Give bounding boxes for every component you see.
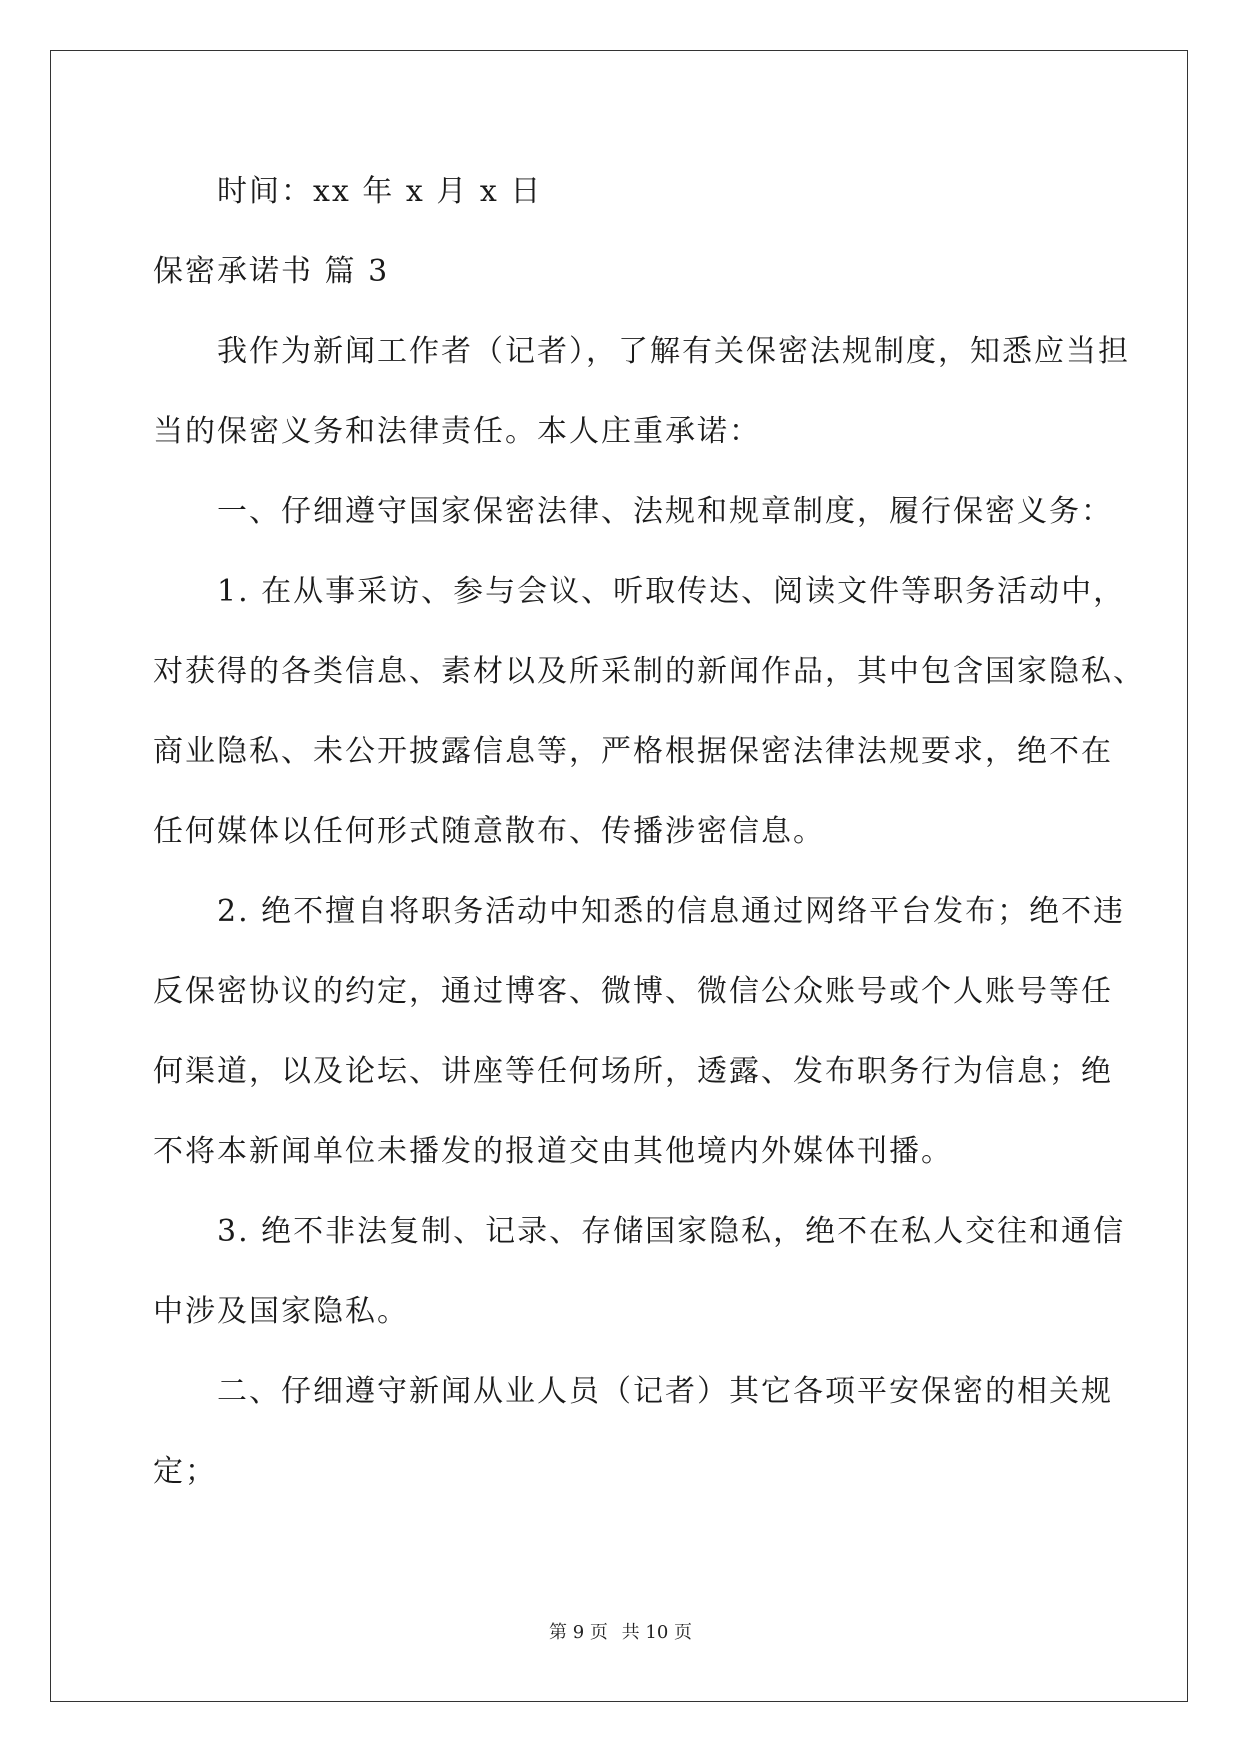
page-footer bbox=[0, 1618, 1241, 1644]
date-line: 时间：xx 年 x 月 x 日 bbox=[217, 174, 543, 209]
paragraph-line: 商业隐私、未公开披露信息等，严格根据保密法律法规要求，绝不在 bbox=[153, 734, 1113, 769]
paragraph-line: 当的保密义务和法律责任。本人庄重承诺： bbox=[153, 414, 761, 449]
paragraph-line: 反保密协议的约定，通过博客、微博、微信公众账号或个人账号等任 bbox=[153, 974, 1113, 1009]
paragraph-line: 何渠道，以及论坛、讲座等任何场所，透露、发布职务行为信息；绝 bbox=[153, 1054, 1113, 1089]
paragraph-line: 对获得的各类信息、素材以及所采制的新闻作品，其中包含国家隐私、 bbox=[153, 654, 1145, 689]
paragraph-line: 3. 绝不非法复制、记录、存储国家隐私，绝不在私人交往和通信 bbox=[217, 1214, 1126, 1249]
paragraph-line: 定； bbox=[153, 1454, 217, 1489]
page-total: 共 10 页 bbox=[621, 1622, 692, 1643]
paragraph-line: 二、仔细遵守新闻从业人员（记者）其它各项平安保密的相关规 bbox=[217, 1374, 1113, 1409]
paragraph-line: 1. 在从事采访、参与会议、听取传达、阅读文件等职务活动中， bbox=[217, 574, 1126, 609]
paragraph-line: 我作为新闻工作者（记者），了解有关保密法规制度，知悉应当担 bbox=[217, 334, 1130, 369]
document-body bbox=[153, 152, 1145, 1512]
paragraph-line: 不将本新闻单位未播发的报道交由其他境内外媒体刊播。 bbox=[153, 1134, 953, 1169]
paragraph-line: 2. 绝不擅自将职务活动中知悉的信息通过网络平台发布；绝不违 bbox=[217, 894, 1126, 929]
page-number: 第 9 页 bbox=[549, 1622, 608, 1643]
paragraph-line: 一、仔细遵守国家保密法律、法规和规章制度，履行保密义务： bbox=[217, 494, 1113, 529]
paragraph-line: 任何媒体以任何形式随意散布、传播涉密信息。 bbox=[153, 814, 825, 849]
paragraph-line: 中涉及国家隐私。 bbox=[153, 1294, 409, 1329]
section-title: 保密承诺书 篇 3 bbox=[153, 254, 390, 289]
